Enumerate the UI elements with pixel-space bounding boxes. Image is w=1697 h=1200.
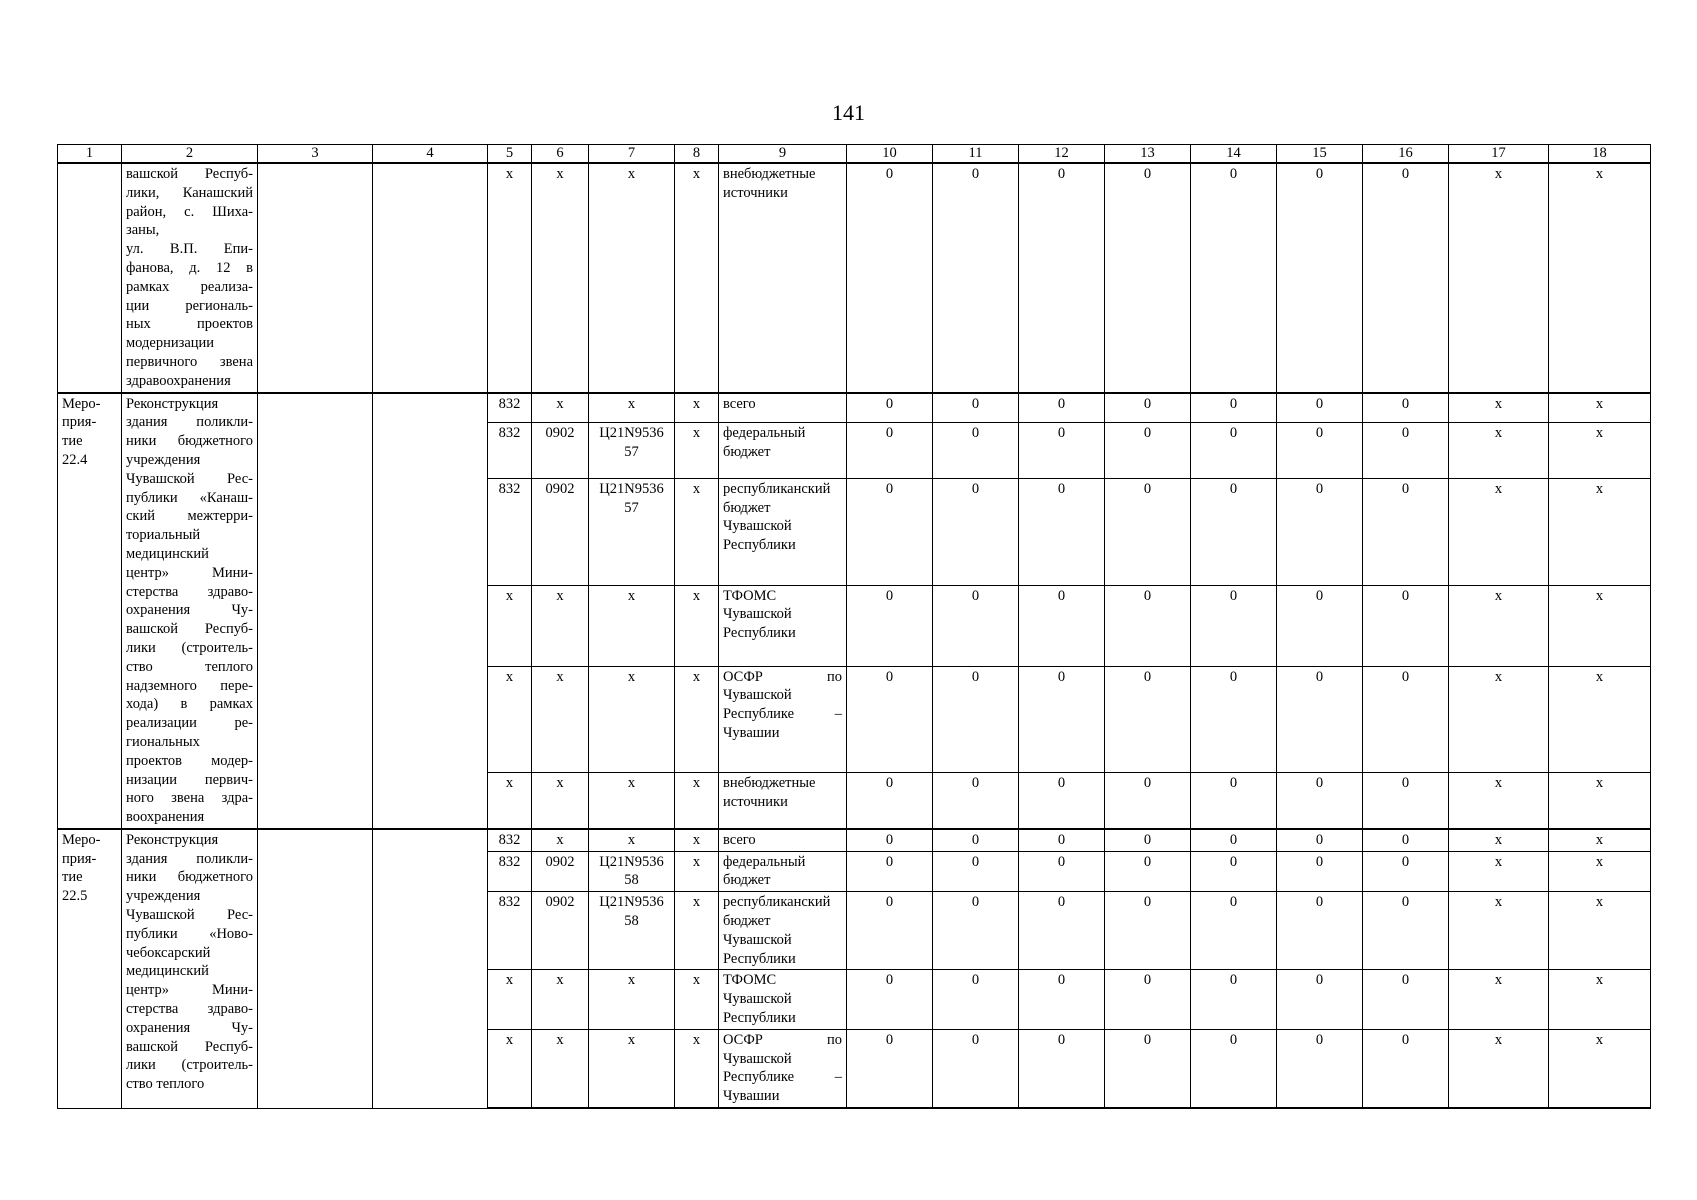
header-cell-1: 1 (58, 145, 122, 164)
cell-col5: x (488, 773, 532, 829)
cell-col6: 0902 (532, 478, 589, 585)
cell-value: 0 (933, 585, 1019, 666)
measure-description-line: надземного пере- (126, 677, 253, 694)
measure-description-line: Чувашской Рес- (126, 907, 253, 924)
cell-col17: x (1449, 423, 1549, 478)
cell-value: 0 (1277, 423, 1363, 478)
measure-label-line: прия- (62, 414, 97, 431)
cell-value: 0 (1105, 851, 1191, 892)
funding-source: федеральный бюджет (719, 851, 847, 892)
measure-description-line: медицинский (126, 545, 209, 562)
cell-col17: x (1449, 851, 1549, 892)
measure-description-line: стерства здраво- (126, 1001, 253, 1018)
cell-col3 (258, 829, 373, 1108)
description-continued-line: модернизации (126, 335, 215, 352)
cell-value: 0 (933, 423, 1019, 478)
measure-label-line: 22.5 (62, 888, 88, 905)
budget-table (57, 144, 1651, 1109)
cell-col8: x (675, 851, 719, 892)
measure-description-line: ториальный (126, 527, 201, 544)
measure-description-line: медицинский (126, 963, 209, 980)
cell-value: 0 (933, 970, 1019, 1029)
cell-col18: x (1549, 1029, 1651, 1108)
cell-value: 0 (847, 773, 933, 829)
cell-col8: x (675, 829, 719, 851)
funding-source: всего (719, 829, 847, 851)
measure-label-line: Меро- (62, 831, 101, 848)
cell-col6: 0902 (532, 851, 589, 892)
cell-col7: Ц21N9536 58 (589, 892, 675, 970)
cell-col7: x (589, 829, 675, 851)
cell-col7: x (589, 163, 675, 393)
description-continued-line: вашской Респуб- (126, 166, 253, 182)
cell-col8: x (675, 423, 719, 478)
page-number: 141 (832, 100, 865, 125)
description-continued-line: первичного звена (126, 353, 253, 370)
measure-description-line: Чувашской Рес- (126, 470, 253, 487)
cell-value: 0 (847, 163, 933, 393)
cell-value: 0 (1105, 970, 1191, 1029)
cell-col5: 832 (488, 851, 532, 892)
measure-description-line: центр» Мини- (126, 564, 253, 581)
cell-value: 0 (1277, 851, 1363, 892)
cell-col8: x (675, 892, 719, 970)
measure-description-line: стерства здраво- (126, 583, 253, 600)
measure-description-line: учреждения (126, 888, 201, 905)
header-cell-17: 17 (1449, 145, 1549, 164)
cell-value: 0 (1105, 163, 1191, 393)
description-continued-line: рамках реализа- (126, 278, 253, 295)
header-cell-7: 7 (589, 145, 675, 164)
cell-col6: 0902 (532, 423, 589, 478)
cell-col7: x (589, 773, 675, 829)
cell-value: 0 (1105, 478, 1191, 585)
description-continued-line: фанова, д. 12 в (126, 259, 253, 276)
cell-col17: x (1449, 478, 1549, 585)
cell-value: 0 (1363, 163, 1449, 393)
cell-value: 0 (1105, 773, 1191, 829)
cell-col4 (373, 829, 488, 1108)
header-cell-3: 3 (258, 145, 373, 164)
cell-col18: x (1549, 851, 1651, 892)
table-row (58, 829, 1651, 851)
cell-col7: x (589, 393, 675, 423)
cell-col1 (58, 163, 122, 393)
cell-col5: 832 (488, 892, 532, 970)
header-cell-6: 6 (532, 145, 589, 164)
cell-col6: x (532, 163, 589, 393)
header-cell-15: 15 (1277, 145, 1363, 164)
measure-label (58, 393, 122, 829)
cell-value: 0 (1363, 585, 1449, 666)
cell-value: 0 (933, 829, 1019, 851)
measure-description (122, 393, 258, 829)
cell-value: 0 (1105, 423, 1191, 478)
cell-value: 0 (1191, 393, 1277, 423)
cell-value: 0 (1277, 1029, 1363, 1108)
cell-col6: x (532, 1029, 589, 1108)
header-cell-2: 2 (122, 145, 258, 164)
cell-col8: x (675, 970, 719, 1029)
cell-value: 0 (1019, 970, 1105, 1029)
measure-description-line: ство теплого (126, 658, 253, 675)
cell-value: 0 (1363, 773, 1449, 829)
measure-description-line: ники бюджетного (126, 433, 253, 450)
cell-value: 0 (1363, 970, 1449, 1029)
header-cell-4: 4 (373, 145, 488, 164)
cell-col18: x (1549, 970, 1651, 1029)
funding-source: республиканский бюджет Чувашской Республики (719, 478, 847, 585)
cell-col18: x (1549, 773, 1651, 829)
cell-value: 0 (1277, 585, 1363, 666)
funding-source: всего (719, 393, 847, 423)
cell-value: 0 (1191, 478, 1277, 585)
description-continued-line: ных проектов (126, 316, 253, 333)
cell-col8: x (675, 585, 719, 666)
cell-col6: x (532, 393, 589, 423)
cell-value: 0 (847, 478, 933, 585)
cell-value: 0 (1277, 163, 1363, 393)
cell-value: 0 (1019, 773, 1105, 829)
cell-col8: x (675, 1029, 719, 1108)
cell-value: 0 (1019, 423, 1105, 478)
measure-description-line: ство теплого (126, 1076, 205, 1093)
cell-col5: x (488, 970, 532, 1029)
cell-col5: 832 (488, 393, 532, 423)
cell-col8: x (675, 163, 719, 393)
cell-col18: x (1549, 478, 1651, 585)
cell-col18: x (1549, 585, 1651, 666)
cell-col17: x (1449, 773, 1549, 829)
description-continued-line: район, с. Шиха- (126, 203, 253, 220)
measure-description-line: лики (строитель- (126, 639, 253, 656)
measure-description-line: ский межтерри- (126, 508, 253, 525)
measure-description-line: здания поликли- (126, 850, 253, 867)
measure-description-line: ного звена здра- (126, 790, 253, 807)
cell-col17: x (1449, 1029, 1549, 1108)
header-cell-5: 5 (488, 145, 532, 164)
cell-value: 0 (847, 1029, 933, 1108)
header-cell-18: 18 (1549, 145, 1651, 164)
cell-value: 0 (1019, 163, 1105, 393)
cell-value: 0 (1363, 829, 1449, 851)
cell-value: 0 (933, 478, 1019, 585)
measure-description-line: гиональных (126, 733, 200, 750)
description-continued-line: ул. В.П. Епи- (126, 241, 253, 258)
cell-col18: x (1549, 829, 1651, 851)
cell-col18: x (1549, 163, 1651, 393)
measure-label-line: тие (62, 869, 83, 886)
cell-col5: x (488, 585, 532, 666)
cell-col5: 832 (488, 478, 532, 585)
cell-value: 0 (1363, 423, 1449, 478)
cell-col6: x (532, 970, 589, 1029)
cell-value: 0 (1191, 1029, 1277, 1108)
description-continued (122, 163, 258, 393)
funding-source: ОСФР по Чувашской Республике – Чувашии (719, 1029, 847, 1108)
cell-value: 0 (933, 773, 1019, 829)
cell-value: 0 (1019, 829, 1105, 851)
cell-col17: x (1449, 970, 1549, 1029)
measure-description-line: чебоксарский (126, 944, 211, 961)
cell-value: 0 (1191, 163, 1277, 393)
cell-value: 0 (1019, 851, 1105, 892)
cell-value: 0 (1105, 892, 1191, 970)
cell-col8: x (675, 666, 719, 773)
measure-label (58, 829, 122, 1108)
cell-value: 0 (847, 851, 933, 892)
cell-col8: x (675, 478, 719, 585)
cell-value: 0 (1019, 892, 1105, 970)
cell-value: 0 (933, 393, 1019, 423)
cell-col17: x (1449, 892, 1549, 970)
measure-description-line: проектов модер- (126, 752, 253, 769)
cell-col17: x (1449, 585, 1549, 666)
cell-value: 0 (1019, 666, 1105, 773)
cell-col7: x (589, 1029, 675, 1108)
cell-value: 0 (1363, 478, 1449, 585)
cell-value: 0 (933, 666, 1019, 773)
cell-value: 0 (1277, 393, 1363, 423)
cell-value: 0 (1019, 1029, 1105, 1108)
cell-value: 0 (1191, 829, 1277, 851)
cell-value: 0 (1191, 773, 1277, 829)
cell-col4 (373, 393, 488, 829)
cell-col6: x (532, 773, 589, 829)
cell-col18: x (1549, 666, 1651, 773)
measure-description-line: реализации ре- (126, 715, 253, 732)
cell-value: 0 (1277, 970, 1363, 1029)
measure-label-line: Меро- (62, 395, 101, 412)
cell-value: 0 (1105, 829, 1191, 851)
cell-value: 0 (1363, 666, 1449, 773)
cell-col7: Ц21N9536 57 (589, 423, 675, 478)
table-row (58, 393, 1651, 423)
funding-source: республиканский бюджет Чувашской Республики (719, 892, 847, 970)
cell-col5: x (488, 1029, 532, 1108)
cell-value: 0 (933, 851, 1019, 892)
cell-col6: x (532, 666, 589, 773)
cell-col6: 0902 (532, 892, 589, 970)
cell-value: 0 (1019, 478, 1105, 585)
cell-value: 0 (1191, 423, 1277, 478)
cell-col6: x (532, 585, 589, 666)
cell-value: 0 (1019, 393, 1105, 423)
cell-value: 0 (933, 892, 1019, 970)
cell-value: 0 (1019, 585, 1105, 666)
measure-label-line: прия- (62, 850, 97, 867)
header-cell-8: 8 (675, 145, 719, 164)
cell-value: 0 (1277, 666, 1363, 773)
header-cell-12: 12 (1019, 145, 1105, 164)
cell-value: 0 (933, 1029, 1019, 1108)
cell-col8: x (675, 773, 719, 829)
funding-source: ОСФР по Чувашской Республике – Чувашии (719, 666, 847, 773)
table-row (58, 163, 1651, 393)
description-continued-line: ции региональ- (126, 297, 253, 314)
cell-col7: x (589, 970, 675, 1029)
cell-value: 0 (1105, 393, 1191, 423)
cell-value: 0 (933, 163, 1019, 393)
funding-source: федеральный бюджет (719, 423, 847, 478)
measure-description-line: низации первич- (126, 771, 253, 788)
cell-col5: 832 (488, 423, 532, 478)
cell-value: 0 (1277, 829, 1363, 851)
cell-col18: x (1549, 423, 1651, 478)
measure-description-line: Реконструкция (126, 831, 219, 848)
cell-value: 0 (847, 892, 933, 970)
cell-value: 0 (1105, 1029, 1191, 1108)
measure-description-line: ники бюджетного (126, 869, 253, 886)
cell-col18: x (1549, 892, 1651, 970)
description-continued-line: лики, Канашский (126, 184, 253, 201)
measure-description-line: воохранения (126, 809, 205, 826)
header-cell-16: 16 (1363, 145, 1449, 164)
header-row (58, 145, 1651, 164)
cell-value: 0 (847, 666, 933, 773)
cell-value: 0 (847, 585, 933, 666)
cell-value: 0 (847, 970, 933, 1029)
funding-source: внебюджетные источники (719, 163, 847, 393)
cell-col7: Ц21N9536 57 (589, 478, 675, 585)
cell-col3 (258, 163, 373, 393)
cell-col5: x (488, 666, 532, 773)
measure-description (122, 829, 258, 1108)
measure-description-line: Реконструкция (126, 395, 219, 412)
description-continued-line: здравоохранения (126, 372, 231, 389)
cell-col8: x (675, 393, 719, 423)
measure-label-line: 22.4 (62, 451, 88, 468)
cell-value: 0 (1191, 970, 1277, 1029)
cell-value: 0 (847, 829, 933, 851)
measure-description-line: центр» Мини- (126, 982, 253, 999)
cell-value: 0 (1191, 851, 1277, 892)
description-continued-line: заны, (126, 222, 160, 239)
cell-value: 0 (1363, 892, 1449, 970)
header-cell-13: 13 (1105, 145, 1191, 164)
measure-description-line: учреждения (126, 451, 201, 468)
cell-value: 0 (1363, 851, 1449, 892)
header-cell-11: 11 (933, 145, 1019, 164)
header-cell-14: 14 (1191, 145, 1277, 164)
cell-col17: x (1449, 829, 1549, 851)
measure-label-line: тие (62, 433, 83, 450)
measure-description-line: хода) в рамках (126, 696, 253, 713)
cell-value: 0 (1363, 1029, 1449, 1108)
header-cell-10: 10 (847, 145, 933, 164)
cell-value: 0 (1105, 666, 1191, 773)
funding-source: ТФОМС Чувашской Республики (719, 585, 847, 666)
measure-description-line: здания поликли- (126, 414, 253, 431)
funding-source: ТФОМС Чувашской Республики (719, 970, 847, 1029)
measure-description-line: лики (строитель- (126, 1057, 253, 1074)
cell-value: 0 (1363, 393, 1449, 423)
cell-col4 (373, 163, 488, 393)
cell-value: 0 (847, 423, 933, 478)
header-cell-9: 9 (719, 145, 847, 164)
cell-col18: x (1549, 393, 1651, 423)
cell-col17: x (1449, 666, 1549, 773)
cell-col7: x (589, 666, 675, 773)
measure-description-line: вашской Респуб- (126, 621, 253, 638)
cell-value: 0 (1277, 773, 1363, 829)
measure-description-line: охранения Чу- (126, 602, 253, 619)
cell-value: 0 (847, 393, 933, 423)
cell-value: 0 (1277, 478, 1363, 585)
measure-description-line: публики «Ново- (126, 925, 253, 942)
cell-col5: x (488, 163, 532, 393)
measure-description-line: вашской Респуб- (126, 1038, 253, 1055)
cell-col3 (258, 393, 373, 829)
funding-source: внебюджетные источники (719, 773, 847, 829)
cell-value: 0 (1105, 585, 1191, 666)
cell-col5: 832 (488, 829, 532, 851)
cell-col7: Ц21N9536 58 (589, 851, 675, 892)
cell-col6: x (532, 829, 589, 851)
cell-value: 0 (1191, 585, 1277, 666)
cell-value: 0 (1277, 892, 1363, 970)
cell-value: 0 (1191, 892, 1277, 970)
cell-col17: x (1449, 163, 1549, 393)
cell-col17: x (1449, 393, 1549, 423)
measure-description-line: публики «Канаш- (126, 489, 253, 506)
cell-col7: x (589, 585, 675, 666)
measure-description-line: охранения Чу- (126, 1019, 253, 1036)
cell-value: 0 (1191, 666, 1277, 773)
